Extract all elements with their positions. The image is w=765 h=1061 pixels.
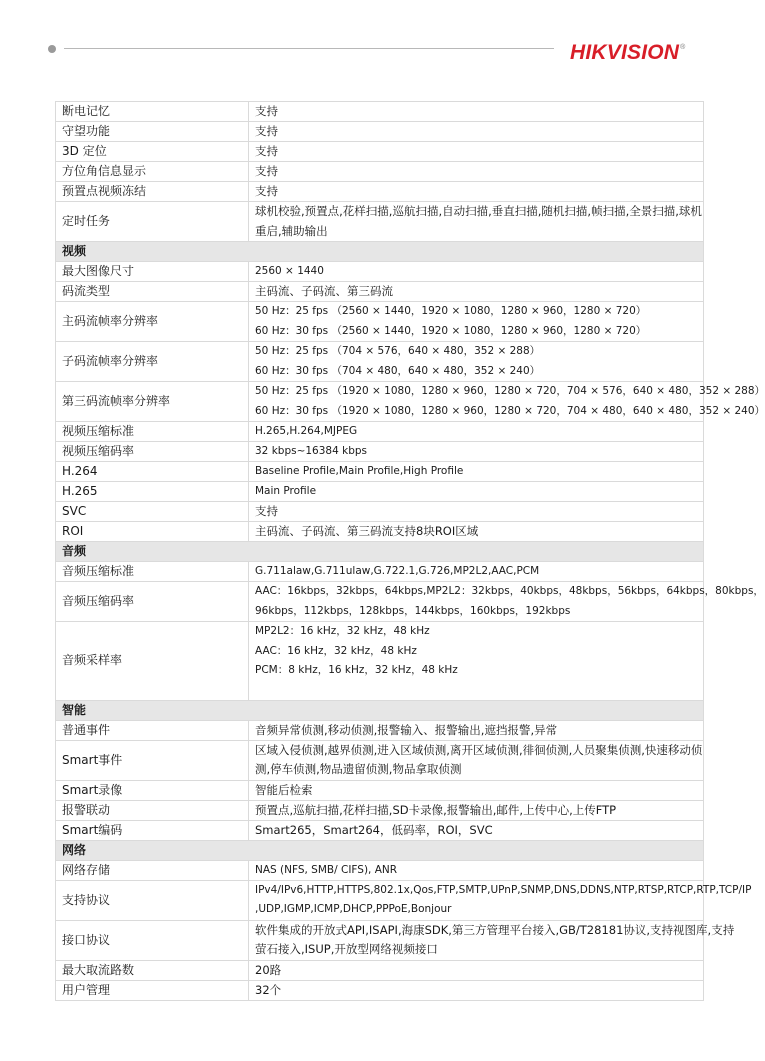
spec-value-line: PCM：8 kHz，16 kHz，32 kHz，48 kHz — [255, 664, 458, 676]
spec-value-line: 音频异常侦测,移动侦测,报警输入、报警输出,遮挡报警,异常 — [255, 722, 558, 737]
spec-key: 支持协议 — [56, 880, 249, 920]
spec-key: 最大图像尺寸 — [56, 262, 249, 282]
spec-row — [56, 182, 704, 202]
spec-row — [56, 740, 704, 780]
spec-value-line: Main Profile — [255, 485, 317, 497]
spec-key: Smart编码 — [56, 820, 249, 840]
spec-value-line: 测,停车侦测,物品遗留侦测,物品拿取侦测 — [255, 762, 462, 776]
spec-key: 接口协议 — [56, 920, 249, 960]
spec-value — [249, 422, 704, 442]
spec-value-line: G.711alaw,G.711ulaw,G.722.1,G.726,MP2L2,AAC,PCM — [255, 565, 540, 577]
spec-row — [56, 820, 704, 840]
spec-row — [56, 522, 704, 542]
section-title: 视频 — [56, 242, 704, 262]
spec-value-line: MP2L2：16 kHz，32 kHz，48 kHz — [255, 625, 430, 637]
spec-value-line: 2560 × 1440 — [255, 265, 324, 277]
spec-row — [56, 582, 704, 622]
spec-value-line: 支持 — [255, 144, 278, 158]
spec-key: ROI — [56, 522, 249, 542]
spec-value-line: 支持 — [255, 504, 278, 518]
section-title: 音频 — [56, 542, 704, 562]
spec-value-line: 重启,辅助输出 — [255, 223, 328, 238]
spec-row — [56, 122, 704, 142]
spec-key: 定时任务 — [56, 202, 249, 242]
spec-row — [56, 162, 704, 182]
spec-value — [249, 502, 704, 522]
spec-value — [249, 960, 704, 980]
spec-value — [249, 202, 704, 242]
spec-value-line: 支持 — [255, 184, 278, 198]
spec-value — [249, 780, 704, 800]
spec-row — [56, 980, 704, 1000]
spec-value-line: 60 Hz：30 fps （1920 × 1080，1280 × 960，1280 × 720，704 × 480，640 × 480，352 × 240） — [255, 404, 765, 417]
spec-key: SVC — [56, 502, 249, 522]
spec-row — [56, 442, 704, 462]
spec-row — [56, 482, 704, 502]
spec-value — [249, 282, 704, 302]
spec-value-line: 96kbps，112kbps，128kbps，144kbps，160kbps，192kbps — [255, 604, 571, 617]
spec-value — [249, 582, 764, 622]
spec-row — [56, 502, 704, 522]
spec-value-line: 球机校验,预置点,花样扫描,巡航扫描,自动扫描,垂直扫描,随机扫描,帧扫描,全景扫描,球机 — [255, 204, 702, 218]
spec-value-line: ,UDP,IGMP,ICMP,DHCP,PPPoE,Bonjour — [255, 903, 452, 915]
spec-key: 视频压缩标准 — [56, 422, 249, 442]
spec-value — [249, 880, 752, 920]
spec-value-line: 50 Hz：25 fps （1920 × 1080，1280 × 960，1280 × 720，704 × 576，640 × 480，352 × 288） — [255, 385, 765, 397]
spec-row — [56, 202, 704, 242]
spec-row — [56, 562, 704, 582]
spec-value-line: 20路 — [255, 962, 282, 977]
spec-row — [56, 302, 704, 342]
spec-value — [249, 462, 704, 482]
section-title: 网络 — [56, 840, 704, 860]
spec-row — [56, 342, 704, 382]
spec-value — [249, 382, 765, 422]
spec-key: 预置点视频冻结 — [56, 182, 249, 202]
spec-value-line: 60 Hz：30 fps （2560 × 1440，1920 × 1080，1280 × 960，1280 × 720） — [255, 324, 647, 337]
section-header — [56, 242, 704, 262]
spec-value — [249, 102, 704, 122]
spec-value — [249, 122, 704, 142]
spec-value — [249, 142, 704, 162]
spec-value-line: 预置点,巡航扫描,花样扫描,SD卡录像,报警输出,邮件,上传中心,上传FTP — [255, 802, 617, 817]
spec-value — [249, 920, 735, 960]
spec-value — [249, 442, 704, 462]
spec-row — [56, 960, 704, 980]
spec-value-line: AAC：16 kHz，32 kHz，48 kHz — [255, 644, 417, 657]
spec-row — [56, 920, 704, 960]
spec-value-line: 支持 — [255, 164, 278, 178]
spec-key: 最大取流路数 — [56, 960, 249, 980]
spec-value-line: 支持 — [255, 124, 278, 138]
spec-value-line: 60 Hz：30 fps （704 × 480，640 × 480，352 × 240） — [255, 364, 541, 377]
spec-row — [56, 720, 704, 740]
spec-key: 码流类型 — [56, 282, 249, 302]
spec-key: 子码流帧率分辨率 — [56, 342, 249, 382]
spec-value-line: 32 kbps~16384 kbps — [255, 445, 367, 457]
spec-key: 音频压缩码率 — [56, 582, 249, 622]
spec-key: Smart录像 — [56, 780, 249, 800]
spec-value — [249, 302, 704, 342]
spec-key: 网络存储 — [56, 860, 249, 880]
spec-value-line: 区域入侵侦测,越界侦测,进入区域侦测,离开区域侦测,徘徊侦测,人员聚集侦测,快速移动侦 — [255, 742, 703, 757]
spec-row — [56, 102, 704, 122]
spec-row — [56, 622, 704, 701]
spec-value-line: Smart265，Smart264，低码率，ROI，SVC — [255, 822, 493, 837]
spec-value — [249, 342, 704, 382]
spec-key: H.264 — [56, 462, 249, 482]
spec-key: H.265 — [56, 482, 249, 502]
spec-value — [249, 720, 704, 740]
section-header — [56, 700, 704, 720]
spec-row — [56, 462, 704, 482]
spec-key: 音频采样率 — [56, 622, 249, 701]
spec-key: 普通事件 — [56, 720, 249, 740]
spec-value-line: 支持 — [255, 104, 278, 118]
section-header — [56, 840, 704, 860]
spec-value-line: 主码流、子码流、第三码流 — [255, 284, 393, 298]
spec-key: 报警联动 — [56, 800, 249, 820]
spec-key: 断电记忆 — [56, 102, 249, 122]
spec-value-line: 智能后检索 — [255, 782, 313, 797]
spec-key: 音频压缩标准 — [56, 562, 249, 582]
spec-value — [249, 622, 704, 701]
spec-value — [249, 860, 704, 880]
spec-value-line: Baseline Profile,Main Profile,High Profile — [255, 465, 464, 477]
spec-table — [55, 101, 765, 1001]
spec-row — [56, 880, 704, 920]
spec-value — [249, 820, 704, 840]
spec-row — [56, 142, 704, 162]
spec-row — [56, 262, 704, 282]
section-title: 智能 — [56, 700, 704, 720]
spec-value-line: NAS (NFS, SMB/ CIFS), ANR — [255, 863, 398, 876]
brand-logo: HIKVISION® — [570, 41, 686, 64]
header-dot — [48, 45, 56, 53]
spec-value-line: 主码流、子码流、第三码流支持8块ROI区域 — [255, 524, 479, 538]
spec-value-line: H.265,H.264,MJPEG — [255, 425, 358, 437]
spec-value-line: 软件集成的开放式API,ISAPI,海康SDK,第三方管理平台接入,GB/T28181协议,支持视图库,支持 — [255, 922, 735, 937]
spec-row — [56, 780, 704, 800]
spec-key: 守望功能 — [56, 122, 249, 142]
spec-key: 第三码流帧率分辨率 — [56, 382, 249, 422]
spec-value — [249, 162, 704, 182]
section-header — [56, 542, 704, 562]
spec-value — [249, 800, 704, 820]
spec-value-line — [255, 681, 697, 700]
spec-value-line: AAC：16kbps，32kbps，64kbps,MP2L2：32kbps，40kbps，48kbps，56kbps，64kbps，80kbps， — [255, 585, 764, 597]
spec-value-line: 50 Hz：25 fps （2560 × 1440，1920 × 1080，1280 × 960，1280 × 720） — [255, 305, 647, 317]
spec-value-line: IPv4/IPv6,HTTP,HTTPS,802.1x,Qos,FTP,SMTP,UPnP,SNMP,DNS,DDNS,NTP,RTSP,RTCP,RTP,TCP/IP — [255, 883, 752, 896]
spec-value — [249, 740, 704, 780]
spec-row — [56, 382, 704, 422]
spec-row — [56, 282, 704, 302]
spec-value — [249, 522, 704, 542]
spec-key: 用户管理 — [56, 980, 249, 1000]
header-rule — [64, 48, 554, 49]
spec-key: 3D 定位 — [56, 142, 249, 162]
spec-value — [249, 980, 704, 1000]
spec-value — [249, 182, 704, 202]
spec-row — [56, 800, 704, 820]
spec-value-line: 32个 — [255, 982, 282, 997]
spec-key: 视频压缩码率 — [56, 442, 249, 462]
spec-row — [56, 860, 704, 880]
spec-row — [56, 422, 704, 442]
spec-value — [249, 262, 704, 282]
spec-value-line: 萤石接入,ISUP,开放型网络视频接口 — [255, 942, 438, 956]
spec-value-line: 50 Hz：25 fps （704 × 576，640 × 480，352 × 288） — [255, 345, 541, 357]
spec-value — [249, 482, 704, 502]
spec-key: 主码流帧率分辨率 — [56, 302, 249, 342]
spec-key: 方位角信息显示 — [56, 162, 249, 182]
spec-value — [249, 562, 704, 582]
spec-key: Smart事件 — [56, 740, 249, 780]
